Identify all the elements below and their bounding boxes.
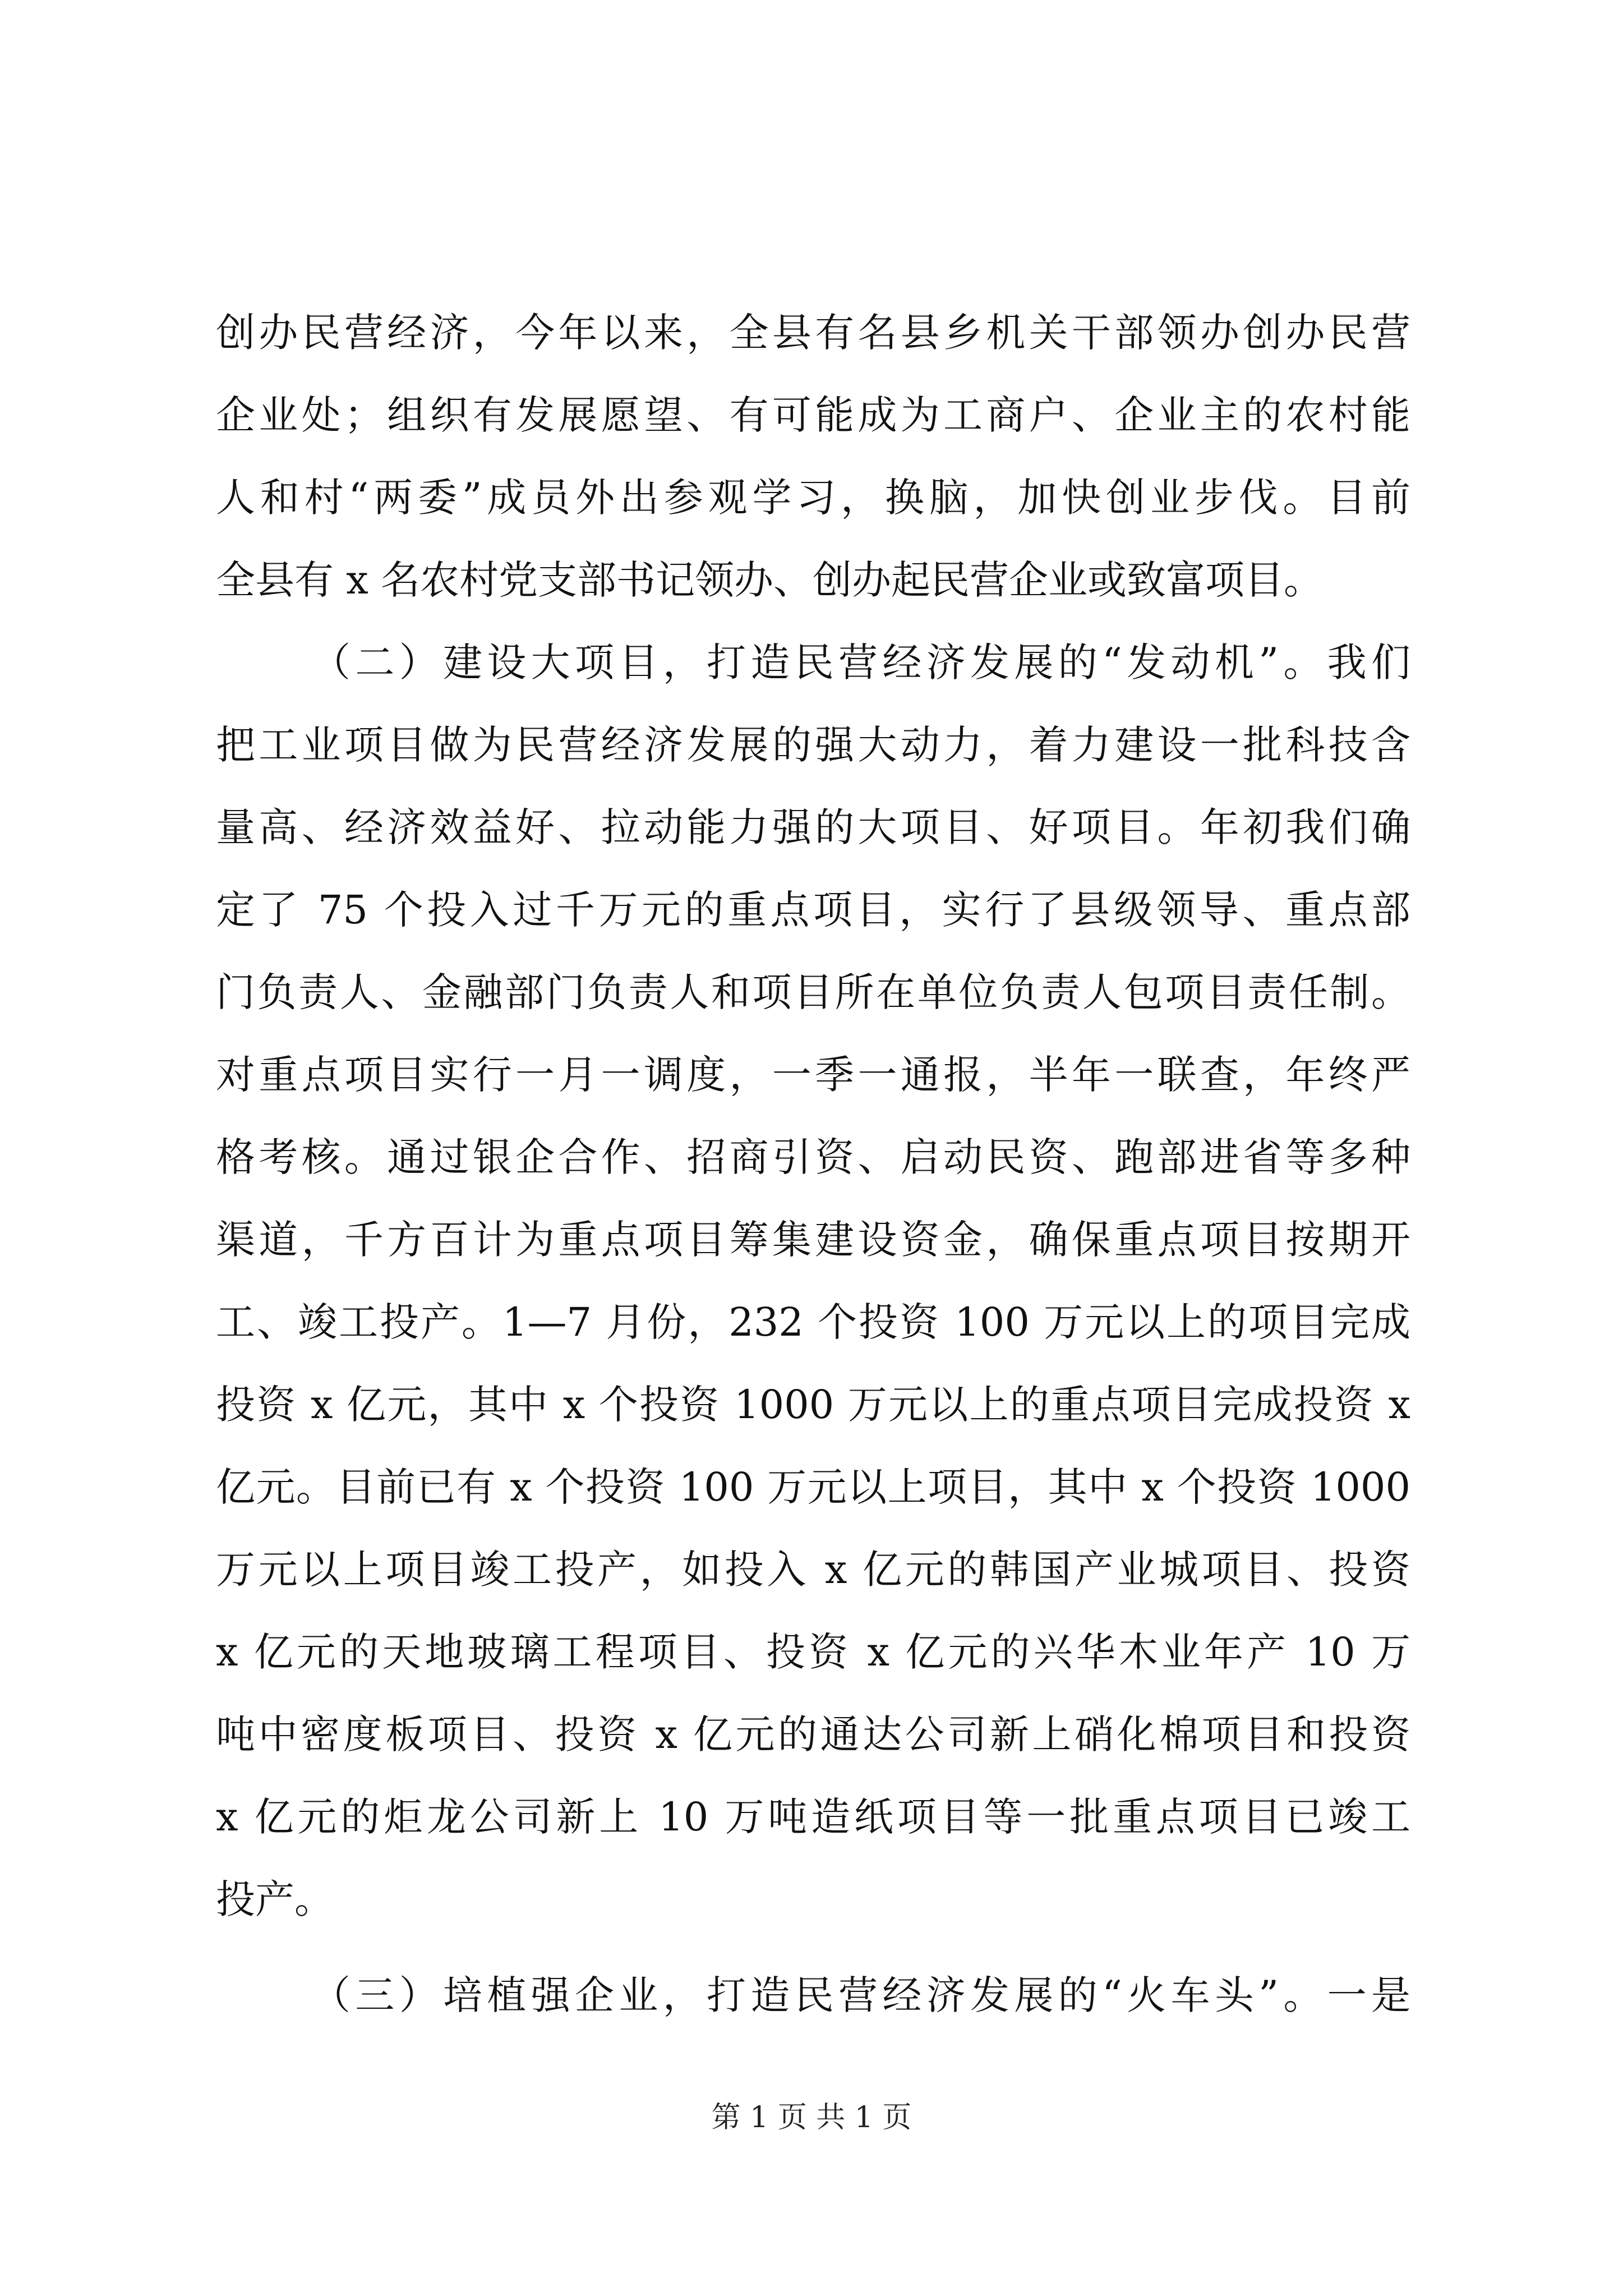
text-line: 量高、经济效益好、拉动能力强的大项目、好项目。年初我们确 <box>216 804 1410 850</box>
text-line: 工、竣工投产。1—7 月份，232 个投资 100 万元以上的项目完成 <box>216 1299 1410 1345</box>
text-line: x 亿元的天地玻璃工程项目、投资 x 亿元的兴华木业年产 10 万 <box>216 1629 1410 1675</box>
page-footer: 第 1 页 共 1 页 <box>711 2101 912 2134</box>
text-line: x 亿元的炬龙公司新上 10 万吨造纸项目等一批重点项目已竣工 <box>216 1794 1410 1840</box>
text-line: 对重点项目实行一月一调度，一季一通报，半年一联查，年终严 <box>216 1052 1410 1098</box>
paragraph-3 <box>216 1954 1410 2037</box>
text-line: 投资 x 亿元，其中 x 个投资 1000 万元以上的重点项目完成投资 x <box>216 1382 1410 1428</box>
text-line: （三）培植强企业，打造民营经济发展的“火车头”。一是 <box>311 1972 1410 2018</box>
text-line: 亿元。目前已有 x 个投资 100 万元以上项目，其中 x 个投资 1000 <box>216 1464 1410 1510</box>
body-text <box>216 292 1410 2037</box>
text-line: 企业处；组织有发展愿望、有可能成为工商户、企业主的农村能 <box>216 392 1410 438</box>
text-line: 把工业项目做为民营经济发展的强大动力，着力建设一批科技含 <box>216 722 1410 768</box>
paragraph-1 <box>216 292 1410 622</box>
text-line: 全县有 x 名农村党支部书记领办、创办起民营企业或致富项目。 <box>216 557 1323 603</box>
text-line: 格考核。通过银企合作、招商引资、启动民资、跑部进省等多种 <box>216 1134 1410 1180</box>
text-line: 万元以上项目竣工投产，如投入 x 亿元的韩国产业城项目、投资 <box>216 1547 1410 1593</box>
text-line: 吨中密度板项目、投资 x 亿元的通达公司新上硝化棉项目和投资 <box>216 1711 1410 1757</box>
paragraph-2 <box>216 622 1410 1941</box>
text-line: 投产。 <box>216 1876 334 1922</box>
text-line: 定了 75 个投入过千万元的重点项目，实行了县级领导、重点部 <box>216 887 1410 933</box>
text-line: （二）建设大项目，打造民营经济发展的“发动机”。我们 <box>311 639 1410 685</box>
text-line: 门负责人、金融部门负责人和项目所在单位负责人包项目责任制。 <box>216 969 1410 1015</box>
text-line: 渠道，千方百计为重点项目筹集建设资金，确保重点项目按期开 <box>216 1217 1410 1263</box>
text-line: 创办民营经济，今年以来，全县有名县乡机关干部领办创办民营 <box>216 310 1410 356</box>
text-line: 人和村“两委”成员外出参观学习，换脑，加快创业步伐。目前 <box>216 475 1410 521</box>
paragraph-gap <box>216 1941 1410 1954</box>
